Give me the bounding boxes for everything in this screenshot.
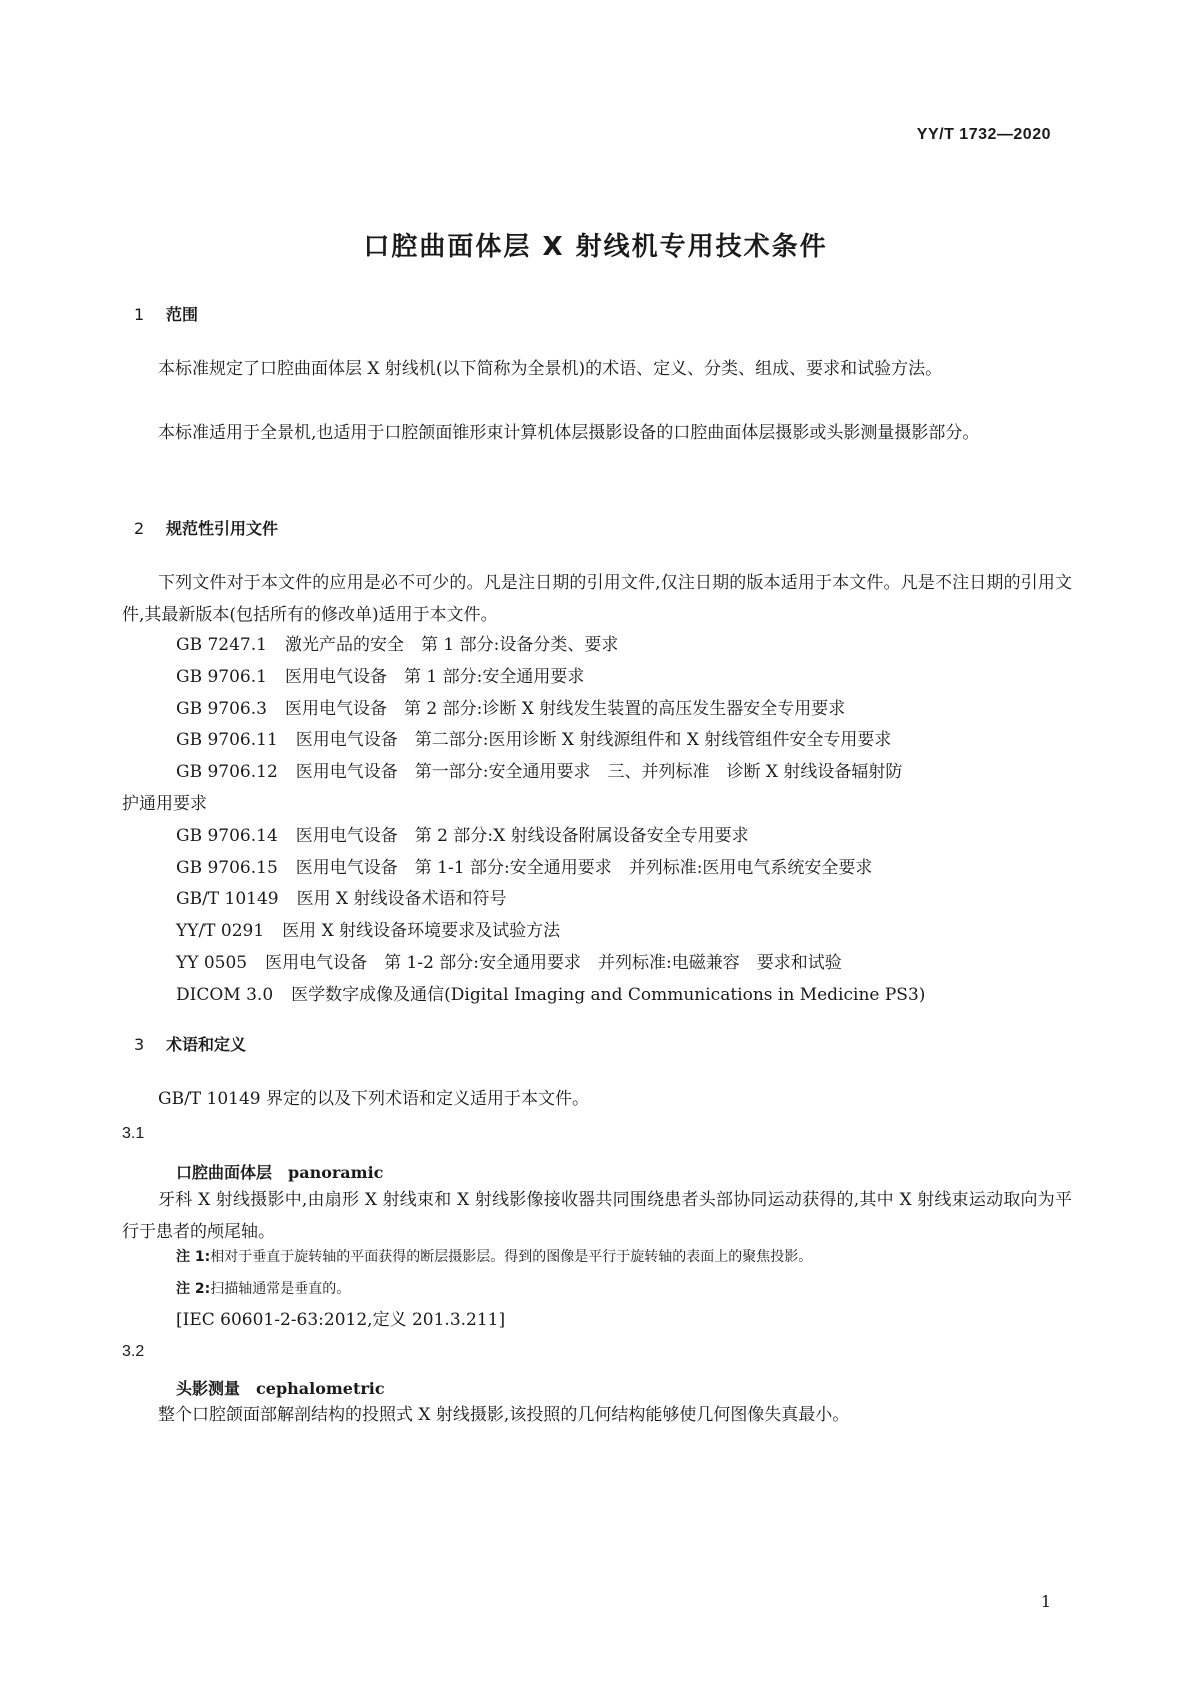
reference-item: GB/T 10149 医用 X 射线设备术语和符号 (176, 889, 507, 909)
reference-item: GB 9706.1 医用电气设备 第 1 部分:安全通用要求 (176, 667, 585, 687)
term-definition: 整个口腔颌面部解剖结构的投照式 X 射线摄影,该投照的几何结构能够使几何图像失真最小。 (158, 1405, 850, 1425)
term-heading: 头影测量 cephalometric (176, 1379, 385, 1398)
reference-item: DICOM 3.0 医学数字成像及通信(Digital Imaging and Communications in Medicine PS3) (176, 985, 926, 1005)
reference-item: GB 9706.14 医用电气设备 第 2 部分:X 射线设备附属设备安全专用要求 (176, 826, 749, 846)
document-title: 口腔曲面体层 X 射线机专用技术条件 (363, 232, 828, 262)
section-3-heading: 3 术语和定义 (134, 1035, 247, 1054)
section-1-paragraph-2: 本标准适用于全景机,也适用于口腔颌面锥形束计算机体层摄影设备的口腔曲面体层摄影或头影测量摄影部分。 (158, 423, 980, 443)
term-note: 注 1:相对于垂直于旋转轴的平面获得的断层摄影层。得到的图像是平行于旋转轴的表面上的聚焦投影。 (176, 1249, 813, 1265)
reference-item-continuation: 护通用要求 (122, 794, 207, 814)
section-1-paragraph-1: 本标准规定了口腔曲面体层 X 射线机(以下简称为全景机)的术语、定义、分类、组成、要求和试验方法。 (158, 359, 943, 379)
term-number: 3.2 (122, 1343, 145, 1360)
reference-item: YY 0505 医用电气设备 第 1-2 部分:安全通用要求 并列标准:电磁兼容 要求和试验 (176, 953, 842, 973)
section-2-heading: 2 规范性引用文件 (134, 519, 279, 538)
section-3-intro: GB/T 10149 界定的以及下列术语和定义适用于本文件。 (158, 1089, 590, 1109)
reference-item: GB 9706.3 医用电气设备 第 2 部分:诊断 X 射线发生装置的高压发生器安全专用要求 (176, 699, 846, 719)
reference-item: GB 7247.1 激光产品的安全 第 1 部分:设备分类、要求 (176, 635, 619, 655)
standard-code: YY/T 1732—2020 (916, 126, 1051, 143)
reference-item: YY/T 0291 医用 X 射线设备环境要求及试验方法 (176, 921, 561, 941)
term-note: 注 2:扫描轴通常是垂直的。 (176, 1281, 351, 1297)
section-2-intro: 下列文件对于本文件的应用是必不可少的。凡是注日期的引用文件,仅注日期的版本适用于本文件。凡是不注日期的引用文件,其最新版本(包括所有的修改单)适用于本文件。 (122, 573, 1072, 625)
reference-item: GB 9706.11 医用电气设备 第二部分:医用诊断 X 射线源组件和 X 射线管组件安全专用要求 (176, 730, 892, 750)
reference-item: GB 9706.15 医用电气设备 第 1-1 部分:安全通用要求 并列标准:医用电气系统安全要求 (176, 858, 873, 878)
term-heading: 口腔曲面体层 panoramic (176, 1163, 384, 1182)
page-number: 1 (1040, 1592, 1051, 1611)
term-source: [IEC 60601-2-63:2012,定义 201.3.211] (176, 1310, 506, 1330)
reference-item: GB 9706.12 医用电气设备 第一部分:安全通用要求 三、并列标准 诊断 X 射线设备辐射防 (176, 762, 903, 782)
term-definition: 牙科 X 射线摄影中,由扇形 X 射线束和 X 射线影像接收器共同围绕患者头部协同运动获得的,其中 X 射线束运动取向为平行于患者的颅尾轴。 (122, 1190, 1072, 1242)
section-1-heading: 1 范围 (134, 305, 199, 324)
term-number: 3.1 (122, 1125, 145, 1142)
